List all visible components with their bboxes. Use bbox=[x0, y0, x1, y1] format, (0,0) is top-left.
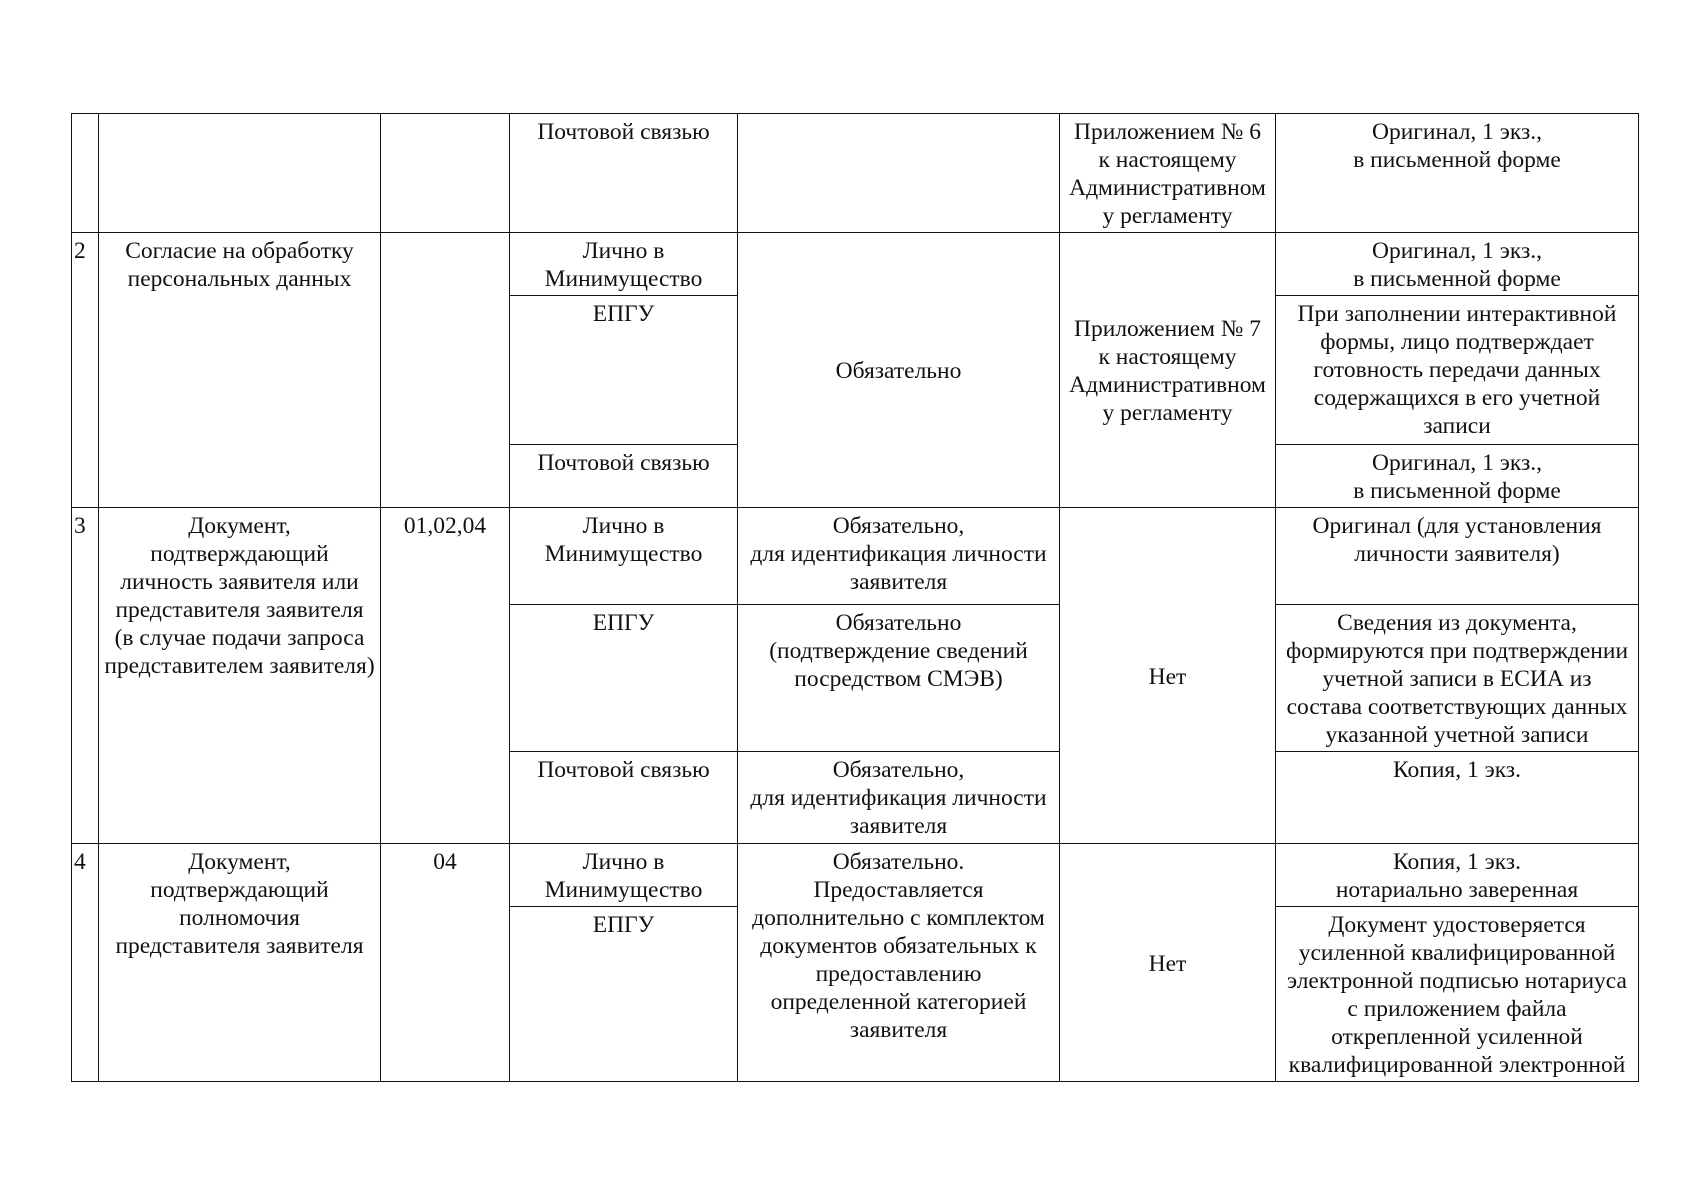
document-form-cell: При заполнении интерактивной формы, лицо подтверждает готовность передачи данных содержащихся в его учетной записи bbox=[1276, 296, 1639, 445]
template-cell: Нет bbox=[1060, 508, 1276, 844]
document-form-cell: Документ удостоверяется усиленной квалифицированной электронной подписью нотариуса с приложением файла открепленной усиленной квалифицированной электронной bbox=[1276, 907, 1639, 1082]
document-name-cell: Документ, подтверждающий личность заявителя или представителя заявителя (в случае подачи запроса представителем заявителя) bbox=[99, 508, 381, 844]
documents-table bbox=[71, 113, 1639, 1082]
mandatory-cell: Обязательно, для идентификация личности заявителя bbox=[738, 508, 1060, 605]
table-row bbox=[72, 508, 1639, 605]
mandatory-cell: Обязательно bbox=[738, 233, 1060, 508]
table-row bbox=[72, 844, 1639, 907]
document-form-cell: Копия, 1 экз. нотариально заверенная bbox=[1276, 844, 1639, 907]
document-form-cell: Оригинал, 1 экз., в письменной форме bbox=[1276, 445, 1639, 508]
document-form-cell: Оригинал, 1 экз., в письменной форме bbox=[1276, 114, 1639, 233]
table-row bbox=[72, 114, 1639, 233]
submission-channel-cell: Лично в Минимущество bbox=[510, 844, 738, 907]
document-name-cell: Согласие на обработку персональных данных bbox=[99, 233, 381, 508]
submission-channel-cell: Лично в Минимущество bbox=[510, 508, 738, 605]
submission-channel-cell: Почтовой связью bbox=[510, 114, 738, 233]
applicant-category-cell: 04 bbox=[381, 844, 510, 1082]
mandatory-cell: Обязательно, для идентификация личности заявителя bbox=[738, 752, 1060, 844]
submission-channel-cell: Почтовой связью bbox=[510, 445, 738, 508]
document-form-cell: Оригинал (для установления личности заявителя) bbox=[1276, 508, 1639, 605]
mandatory-cell bbox=[738, 114, 1060, 233]
submission-channel-cell: ЕПГУ bbox=[510, 296, 738, 445]
applicant-category-cell bbox=[381, 114, 510, 233]
submission-channel-cell: ЕПГУ bbox=[510, 605, 738, 752]
row-number-cell: 2 bbox=[72, 233, 99, 508]
row-number-cell: 3 bbox=[72, 508, 99, 844]
document-name-cell: Документ, подтверждающий полномочия представителя заявителя bbox=[99, 844, 381, 1082]
template-cell: Приложением № 6 к настоящему Административном у регламенту bbox=[1060, 114, 1276, 233]
row-number-cell: 4 bbox=[72, 844, 99, 1082]
mandatory-cell: Обязательно. Предоставляется дополнительно с комплектом документов обязательных к предоставлению определенной категорией заявителя bbox=[738, 844, 1060, 1082]
submission-channel-cell: ЕПГУ bbox=[510, 907, 738, 1082]
document-form-cell: Копия, 1 экз. bbox=[1276, 752, 1639, 844]
table-row bbox=[72, 233, 1639, 296]
row-number-cell bbox=[72, 114, 99, 233]
submission-channel-cell: Почтовой связью bbox=[510, 752, 738, 844]
document-form-cell: Оригинал, 1 экз., в письменной форме bbox=[1276, 233, 1639, 296]
template-cell: Приложением № 7 к настоящему Административном у регламенту bbox=[1060, 233, 1276, 508]
document-name-cell bbox=[99, 114, 381, 233]
submission-channel-cell: Лично в Минимущество bbox=[510, 233, 738, 296]
applicant-category-cell bbox=[381, 233, 510, 508]
document-form-cell: Сведения из документа, формируются при подтверждении учетной записи в ЕСИА из состава соответствующих данных указанной учетной записи bbox=[1276, 605, 1639, 752]
applicant-category-cell: 01,02,04 bbox=[381, 508, 510, 844]
mandatory-cell: Обязательно (подтверждение сведений посредством СМЭВ) bbox=[738, 605, 1060, 752]
template-cell: Нет bbox=[1060, 844, 1276, 1082]
